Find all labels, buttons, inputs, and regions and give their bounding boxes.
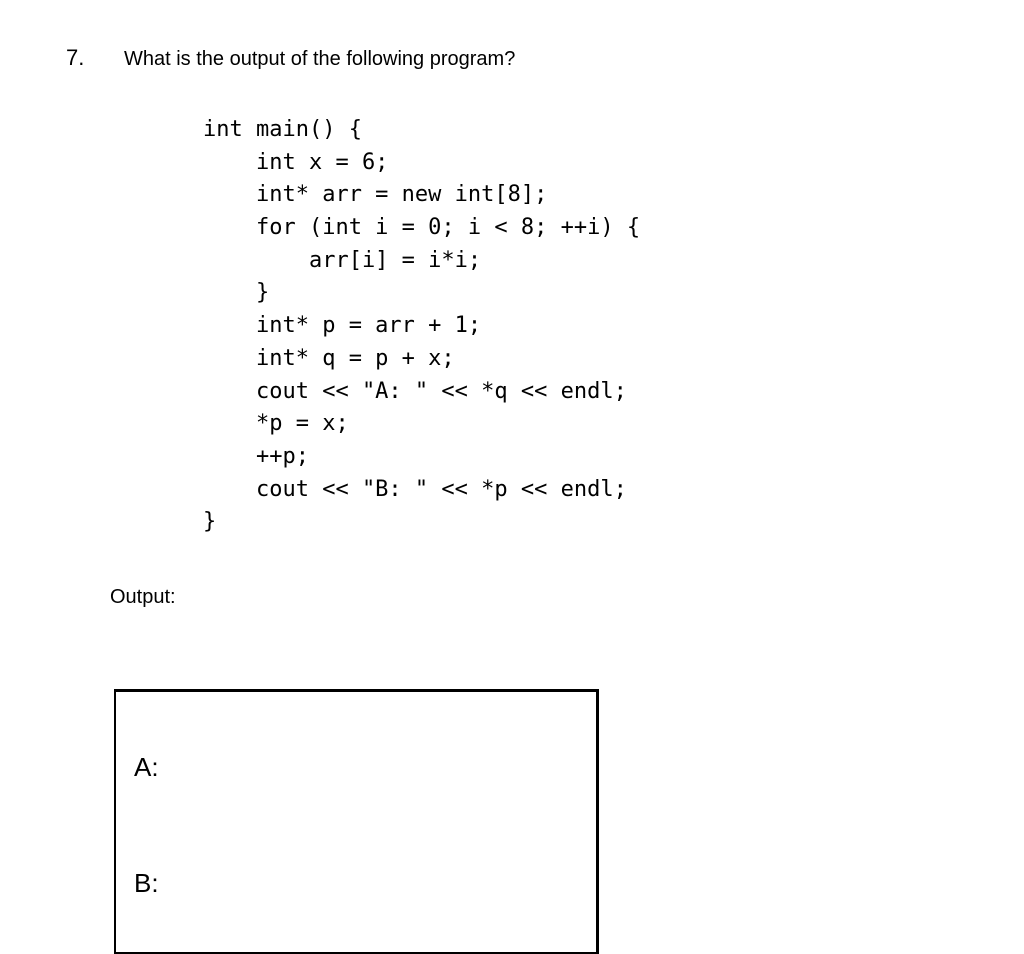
question-number: 7. [66, 45, 85, 70]
output-label: Output: [110, 586, 176, 608]
answer-box[interactable] [114, 689, 599, 954]
answer-a-label: A: [134, 752, 159, 782]
code-line: arr[i] = i*i; [203, 247, 482, 273]
code-listing [203, 114, 640, 539]
code-line: *p = x; [203, 411, 349, 437]
code-line: int x = 6; [203, 149, 389, 175]
code-line: int* q = p + x; [203, 345, 455, 371]
code-line: int* p = arr + 1; [203, 313, 482, 339]
code-line: for (int i = 0; i < 8; ++i) { [203, 215, 641, 241]
code-line: cout << "B: " << *p << endl; [203, 476, 627, 502]
code-line: cout << "A: " << *q << endl; [203, 378, 627, 404]
code-line: } [203, 509, 217, 535]
code-line: int main() { [203, 117, 362, 142]
code-line: int* arr = new int[8]; [203, 182, 548, 208]
answer-b-label: B: [134, 868, 159, 898]
code-line: } [203, 280, 270, 306]
code-line: ++p; [203, 443, 309, 469]
question-prompt: What is the output of the following program? [124, 48, 516, 70]
